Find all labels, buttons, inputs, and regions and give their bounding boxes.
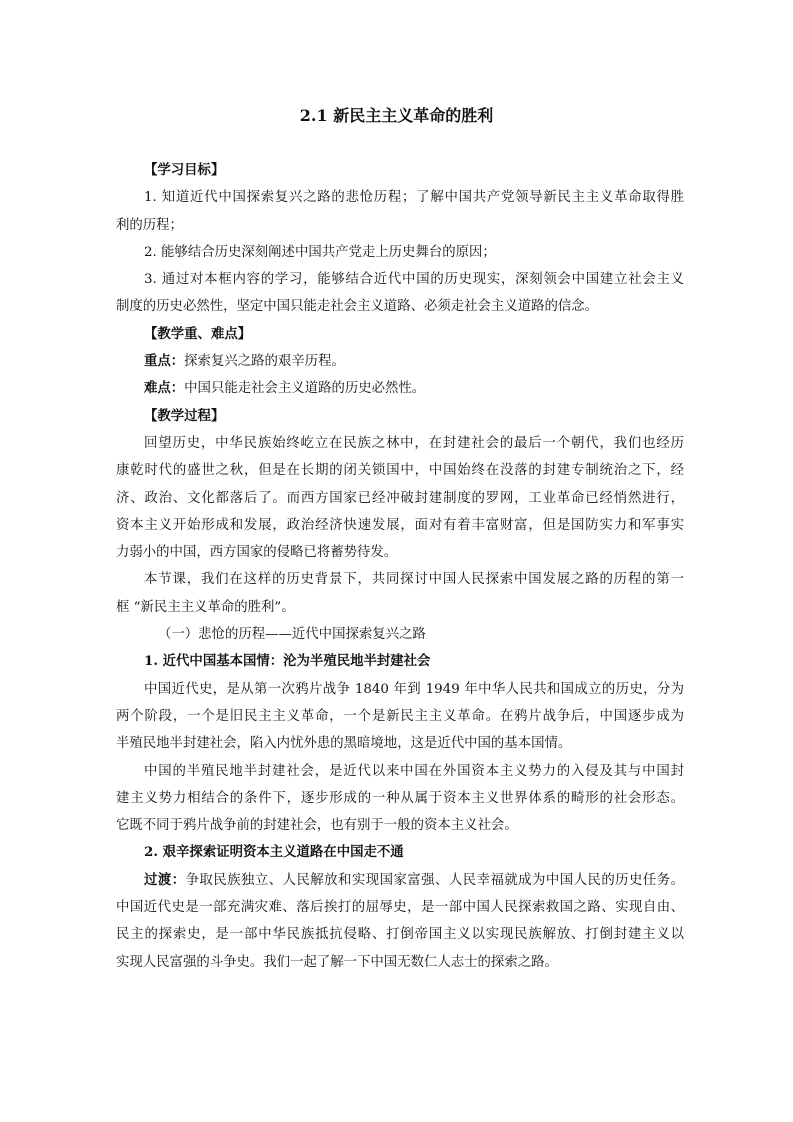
text-line: [116, 812, 684, 839]
line-text: 中国近代史是一部充满灾难、落后挨打的屈辱史，是一部中国人民探索救国之路、实现自由、: [116, 900, 684, 916]
document-body: [116, 157, 684, 976]
text-line: [116, 457, 684, 484]
line-label: 过渡：: [144, 871, 186, 888]
text-line: [116, 539, 684, 566]
line-text: 回望历史，中华民族始终屹立在民族之林中，在封建社会的最后一个朝代，我们也经历: [144, 435, 684, 451]
line-text: 济、政治、文化都落后了。而西方国家已经冲破封建制度的罗网，工业革命已经悄然进行，: [116, 490, 684, 506]
text-line: [116, 375, 684, 402]
line-text: 建主义势力相结合的条件下，逐步形成的一种从属于资本主义世界体系的畸形的社会形态。: [116, 790, 684, 806]
text-line: [116, 949, 684, 976]
line-text: 中国近代史，是从第一次鸦片战争 1840 年到 1949 年中华人民共和国成立的历史，分为: [144, 681, 684, 697]
text-line: [116, 676, 684, 703]
line-text: 探索复兴之路的艰辛历程。: [184, 354, 345, 370]
line-text: （一）悲怆的历程——近代中国探索复兴之路: [158, 627, 426, 643]
line-text: 【学习目标】: [144, 162, 225, 178]
text-line: [116, 730, 684, 757]
line-text: 3. 通过对本框内容的学习，能够结合近代中国的历史现实，深刻领会中国建立社会主义: [144, 272, 684, 288]
text-line: [116, 594, 684, 621]
line-text: 1. 知道近代中国探索复兴之路的悲怆历程；了解中国共产党领导新民主主义革命取得胜: [144, 190, 684, 206]
text-line: [116, 867, 684, 894]
text-line: [116, 758, 684, 785]
line-text: 争取民族独立、人民解放和实现国家富强、人民幸福就成为中国人民的历史任务。: [185, 872, 684, 888]
line-text: 实现人民富强的斗争史。我们一起了解一下中国无数仁人志士的探索之路。: [116, 954, 558, 970]
text-line: [116, 430, 684, 457]
text-line: [116, 157, 684, 184]
text-line: [116, 703, 684, 730]
text-line: [116, 239, 684, 266]
text-line: [116, 894, 684, 921]
line-text: 【教学重、难点】: [144, 325, 252, 342]
text-line: [116, 648, 684, 675]
line-text: 半殖民地半封建社会，陷入内忧外患的黑暗境地，这是近代中国的基本国情。: [116, 736, 572, 752]
text-line: [116, 512, 684, 539]
line-text: 本节课，我们在这样的历史背景下，共同探讨中国人民探索中国发展之路的历程的第一: [144, 572, 684, 588]
line-text: 【教学过程】: [144, 407, 225, 424]
line-text: 两个阶段，一个是旧民主主义革命，一个是新民主主义革命。在鸦片战争后，中国逐步成为: [116, 708, 684, 724]
line-text: 中国的半殖民地半封建社会，是近代以来中国在外国资本主义势力的入侵及其与中国封: [144, 763, 684, 779]
line-text: 康乾时代的盛世之秋，但是在长期的闭关锁国中，中国始终在没落的封建专制统治之下，经: [116, 463, 684, 479]
text-line: [116, 348, 684, 375]
text-line: [116, 321, 684, 348]
line-text: 中国只能走社会主义道路的历史必然性。: [184, 381, 426, 397]
line-label: 重点：: [144, 353, 185, 370]
text-line: [116, 293, 684, 320]
line-text: 2. 艰辛探索证明资本主义道路在中国走不通: [144, 844, 404, 861]
line-text: 制度的历史必然性，坚定中国只能走社会主义道路、必须走社会主义道路的信念。: [116, 299, 599, 315]
text-line: [116, 403, 684, 430]
text-line: [116, 212, 684, 239]
text-line: [116, 566, 684, 593]
text-line: [116, 839, 684, 866]
text-line: [116, 184, 684, 211]
line-text: 它既不同于鸦片战争前的封建社会，也有别于一般的资本主义社会。: [116, 818, 518, 834]
line-text: 1. 近代中国基本国情：沦为半殖民地半封建社会: [144, 653, 431, 670]
line-text: 民主的探索史，是一部中华民族抵抗侵略、打倒帝国主义以实现民族解放、打倒封建主义以: [116, 927, 684, 943]
line-text: 资本主义开始形成和发展，政治经济快速发展，面对有着丰富财富，但是国防实力和军事实: [116, 517, 684, 533]
text-line: [116, 621, 684, 648]
text-line: [116, 266, 684, 293]
line-text: 力弱小的中国，西方国家的侵略已将蓄势待发。: [116, 545, 398, 561]
line-text: 2. 能够结合历史深刻阐述中国共产党走上历史舞台的原因；: [144, 244, 496, 260]
text-line: [116, 921, 684, 948]
text-line: [116, 485, 684, 512]
line-text: 利的历程；: [116, 217, 183, 233]
line-text: 框 “新民主主义革命的胜利”。: [116, 599, 295, 615]
page-title: 2.1 新民主主义革命的胜利: [299, 106, 494, 125]
line-label: 难点：: [144, 380, 185, 397]
text-line: [116, 785, 684, 812]
